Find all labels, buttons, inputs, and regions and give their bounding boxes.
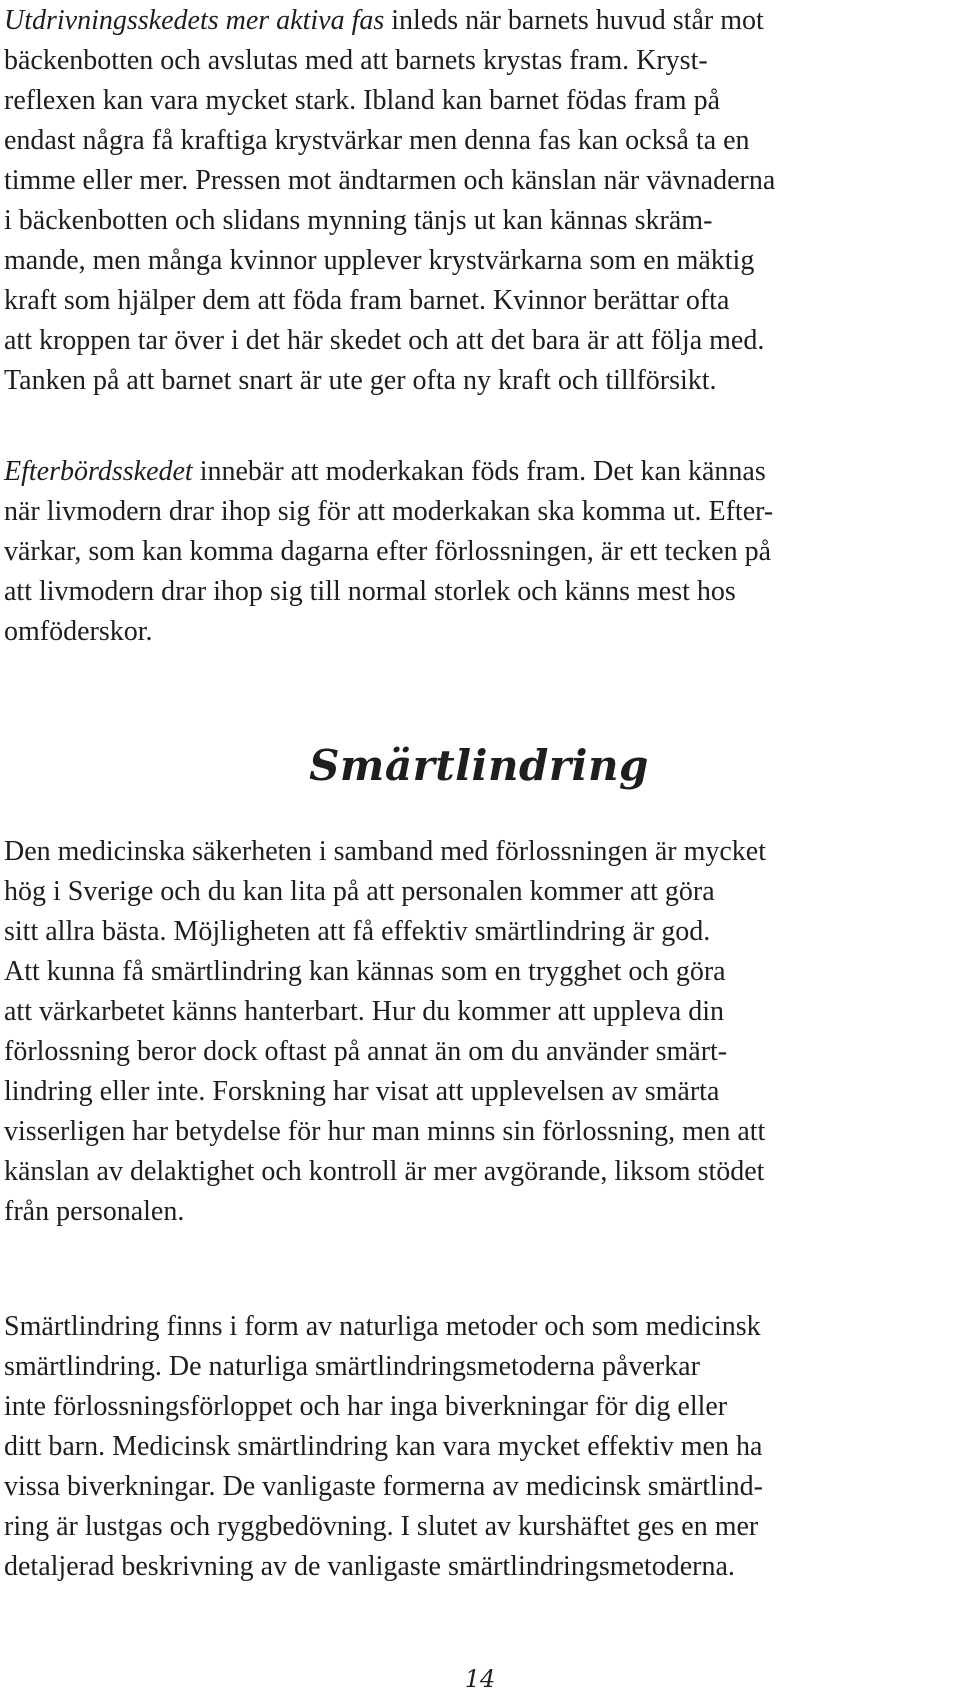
text-line: sitt allra bästa. Möjligheten att få effektiv smärtlindring är god. <box>4 916 711 947</box>
text-line: känslan av delaktighet och kontroll är mer avgörande, liksom stödet <box>4 1156 765 1187</box>
text-line: Utdrivningsskedets mer aktiva fas inleds när barnets huvud står mot <box>4 5 764 36</box>
text-line: timme eller mer. Pressen mot ändtarmen och känslan när vävnaderna <box>4 165 776 196</box>
text-line: Smärtlindring finns i form av naturliga metoder och som medicinsk <box>4 1311 761 1342</box>
text-line: förlossning beror dock oftast på annat än om du använder smärt- <box>4 1036 728 1067</box>
text-line: att kroppen tar över i det här skedet och att det bara är att följa med. <box>4 325 765 356</box>
text-line: smärtlindring. De naturliga smärtlindringsmetoderna påverkar <box>4 1351 700 1382</box>
text-line: reflexen kan vara mycket stark. Ibland kan barnet födas fram på <box>4 85 721 116</box>
text-line: hög i Sverige och du kan lita på att personalen kommer att göra <box>4 876 715 907</box>
text-line: lindring eller inte. Forskning har visat att upplevelsen av smärta <box>4 1076 720 1107</box>
section-heading: Smärtlindring <box>309 741 649 790</box>
lead-term: Utdrivningsskedets mer aktiva fas <box>4 5 385 36</box>
text-line: endast några få kraftiga krystvärkar men denna fas kan också ta en <box>4 125 750 156</box>
text-line: att livmodern drar ihop sig till normal storlek och känns mest hos <box>4 576 736 607</box>
lead-term: Efterbördsskedet <box>4 456 193 487</box>
text-line: Den medicinska säkerheten i samband med förlossningen är mycket <box>4 836 766 867</box>
paragraph-medicinsk-sakerhet <box>4 832 766 1232</box>
text-line: ditt barn. Medicinsk smärtlindring kan vara mycket effektiv men ha <box>4 1431 763 1462</box>
text-line: Efterbördsskedet innebär att moderkakan föds fram. Det kan kännas <box>4 456 766 487</box>
text-line: från personalen. <box>4 1196 185 1227</box>
text-line: vissa biverkningar. De vanligaste formerna av medicinsk smärtlind- <box>4 1471 763 1502</box>
text-line: omföderskor. <box>4 616 153 647</box>
text-line: när livmodern drar ihop sig för att moderkakan ska komma ut. Efter- <box>4 496 774 527</box>
text-line: Tanken på att barnet snart är ute ger ofta ny kraft och tillförsikt. <box>4 365 717 396</box>
text-line: värkar, som kan komma dagarna efter förlossningen, är ett tecken på <box>4 536 772 567</box>
text-line: ring är lustgas och ryggbedövning. I slutet av kurshäftet ges en mer <box>4 1511 759 1542</box>
paragraph-efterbordsskedet <box>4 452 773 652</box>
text-line: Att kunna få smärtlindring kan kännas som en trygghet och göra <box>4 956 726 987</box>
text-line: visserligen har betydelse för hur man minns sin förlossning, men att <box>4 1116 766 1147</box>
text-line: kraft som hjälper dem att föda fram barnet. Kvinnor berättar ofta <box>4 285 730 316</box>
text-line: mande, men många kvinnor upplever krystvärkarna som en mäktig <box>4 245 755 276</box>
text-line: i bäckenbotten och slidans mynning tänjs ut kan kännas skräm- <box>4 205 713 236</box>
text-line: bäckenbotten och avslutas med att barnets krystas fram. Kryst- <box>4 45 708 76</box>
paragraph-smartlindringsmetoder <box>4 1307 763 1587</box>
text-line: att värkarbetet känns hanterbart. Hur du kommer att uppleva din <box>4 996 724 1027</box>
paragraph-utdrivningsskedet <box>4 1 775 401</box>
text-line: inte förlossningsförloppet och har inga biverkningar för dig eller <box>4 1391 728 1422</box>
text-line: detaljerad beskrivning av de vanligaste smärtlindringsmetoderna. <box>4 1551 735 1582</box>
page-number: 14 <box>464 1665 496 1693</box>
